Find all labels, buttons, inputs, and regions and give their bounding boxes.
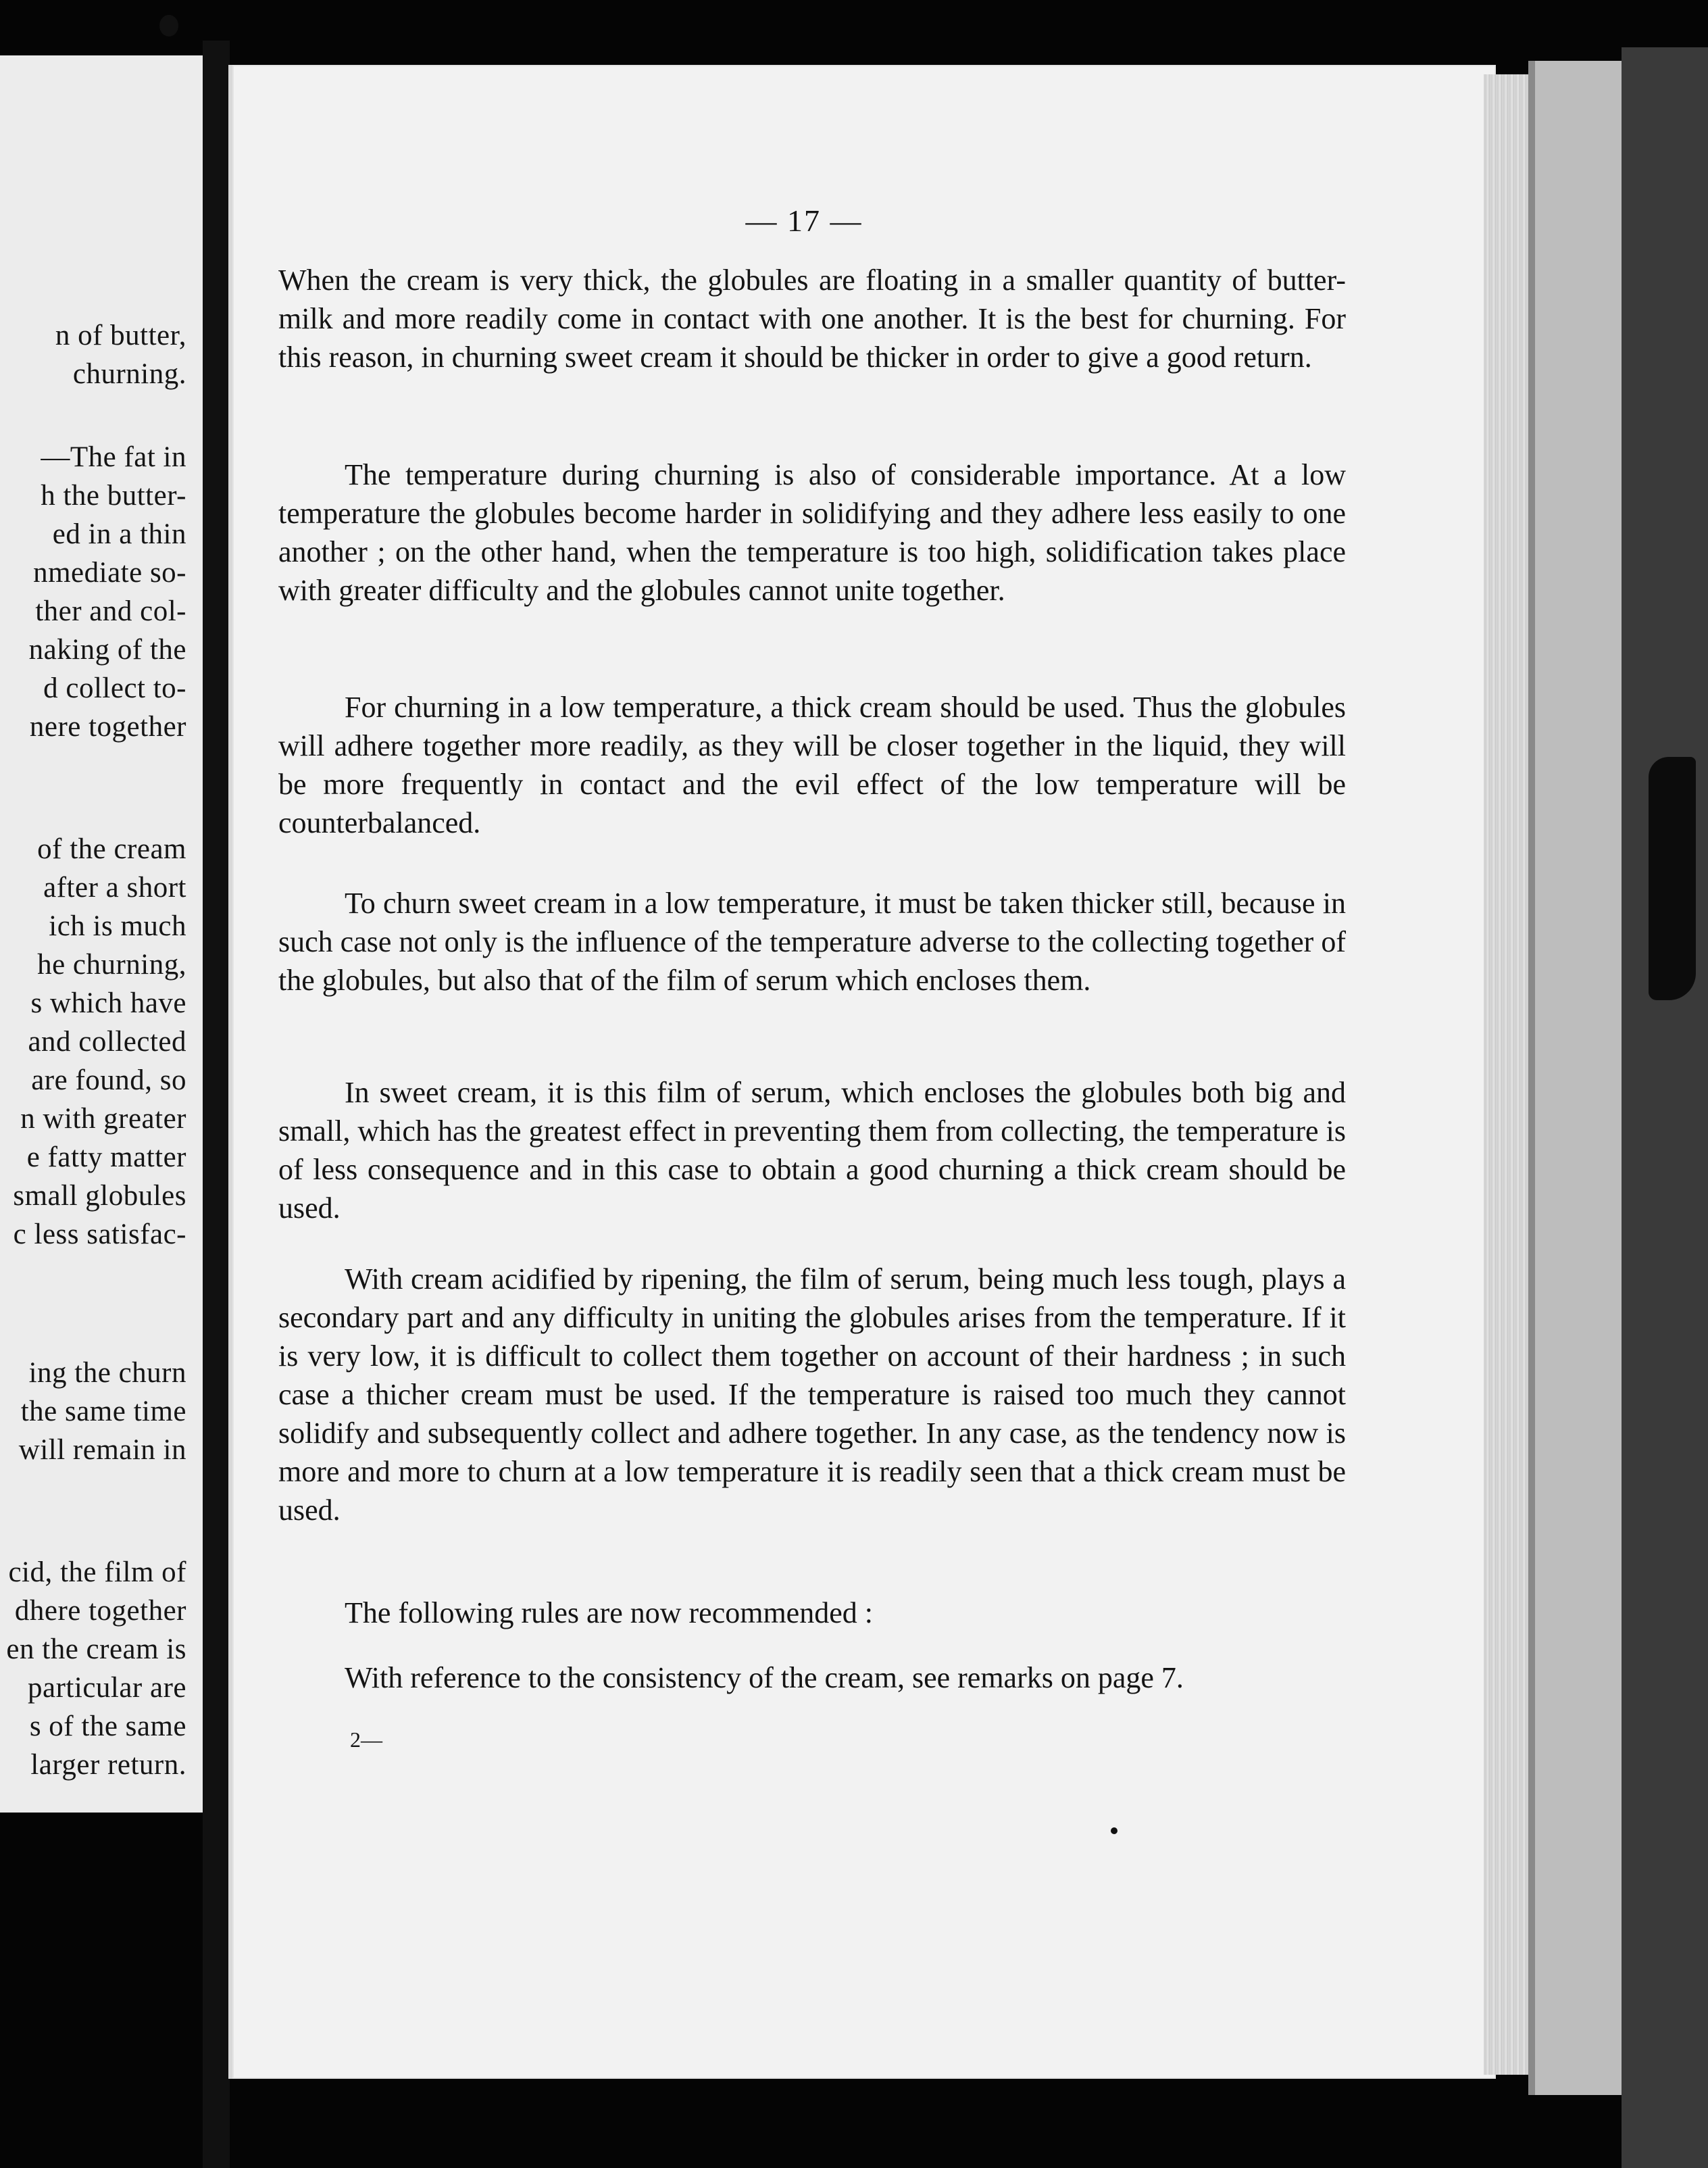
- left-page-line: small globules: [13, 1180, 186, 1212]
- left-page-line: churning.: [72, 358, 186, 390]
- body-text: [278, 688, 1346, 842]
- body-text: [278, 1260, 1346, 1529]
- body-text: [278, 1594, 1346, 1632]
- left-page-line: will remain in: [18, 1434, 186, 1466]
- page-number: — 17 —: [745, 203, 863, 238]
- left-page-line: d collect to-: [43, 672, 186, 704]
- book-spine-shadow: [203, 41, 230, 2168]
- body-text: [278, 455, 1346, 610]
- left-page-line: ther and col-: [35, 595, 186, 627]
- paragraph: In sweet cream, it is this film of serum, which encloses the globules both big and small, which has the greatest effect in preventing them from collecting, the temperature is of less consequence and in this case to obtain a good churning a thick cream should be used.: [278, 1076, 1346, 1225]
- left-page-line: nere together: [29, 711, 186, 743]
- left-page-line: s which have: [30, 987, 186, 1019]
- body-text: [278, 884, 1346, 1000]
- left-page-line: n of butter,: [55, 320, 186, 351]
- left-page-line: n with greater: [20, 1103, 186, 1135]
- left-page-line: the same time: [20, 1396, 186, 1427]
- left-page-line: en the cream is: [6, 1633, 186, 1665]
- body-text: [278, 1658, 1346, 1697]
- left-page-line: particular are: [28, 1672, 186, 1704]
- paragraph: When the cream is very thick, the globules are floating in a smaller quantity of butter-milk and more readily come in contact with one another. It is the best for churning. For this reason, in churning sweet cream it should be thicker in order to give a good return.: [278, 264, 1346, 374]
- clamp-shadow: [1649, 757, 1696, 1000]
- left-page-line: are found, so: [31, 1064, 186, 1096]
- body-text: [278, 1073, 1346, 1227]
- left-page-line: ing the churn: [28, 1357, 186, 1389]
- left-page-line: after a short: [43, 872, 186, 904]
- paragraph: For churning in a low temperature, a thick cream should be used. Thus the globules will adhere together more readily, as they will be closer together in the liquid, they will be more frequently in contact and the evil effect of the low temperature will be counterbalanced.: [278, 691, 1346, 839]
- left-page-line: cid, the film of: [8, 1556, 186, 1588]
- paragraph: With reference to the consistency of the cream, see remarks on page 7.: [345, 1661, 1184, 1694]
- ink-speck: [1111, 1827, 1117, 1834]
- left-page-line: —The fat in: [41, 441, 186, 473]
- left-facing-page: [0, 55, 208, 1813]
- book-cover-edge: [1528, 61, 1630, 2095]
- paragraph: With cream acidified by ripening, the film of serum, being much less tough, plays a secondary part and any difficulty in uniting the globules arises from the temperature. If it is very low, it is difficult to collect them together on account of their hardness ; in such case a thicher cream must be used. If the temperature is raised too much they cannot solidify and subsequently collect and adhere together. In any case, as the tendency now is more and more to churn at a low temperature it is readily seen that a thick cream must be used.: [278, 1262, 1346, 1527]
- page-edges: [1484, 74, 1528, 2075]
- left-page-line: c less satisfac-: [13, 1218, 186, 1250]
- paragraph: To churn sweet cream in a low temperature, it must be taken thicker still, because in such case not only is the influence of the temperature adverse to the collecting together of the globules, but also that of the film of serum which encloses them.: [278, 887, 1346, 997]
- left-page-line: s of the same: [29, 1710, 186, 1742]
- left-page-line: e fatty matter: [26, 1141, 186, 1173]
- left-page-line: dhere together: [14, 1595, 186, 1627]
- signature-mark: 2—: [350, 1727, 382, 1752]
- left-page-line: naking of the: [28, 634, 186, 666]
- ink-speck: [159, 15, 178, 36]
- paragraph: The temperature during churning is also of considerable importance. At a low temperature the globules become harder in solidifying and they adhere less easily to one another ; on the other hand, when the temperature is too high, solidification takes place with greater difficulty and the globules cannot unite together.: [278, 458, 1346, 607]
- left-page-line: ed in a thin: [52, 518, 186, 550]
- left-page-line: ich is much: [49, 910, 186, 942]
- body-text: [278, 261, 1346, 376]
- background-shadow: [1622, 47, 1708, 2168]
- left-page-line: larger return.: [30, 1749, 186, 1781]
- paragraph: The following rules are now recommended :: [345, 1596, 873, 1629]
- left-page-line: h the butter-: [41, 480, 186, 512]
- left-page-line: of the cream: [37, 833, 186, 865]
- left-page-line: nmediate so-: [33, 557, 186, 589]
- left-page-line: he churning,: [37, 949, 186, 981]
- left-page-line: and collected: [28, 1026, 186, 1058]
